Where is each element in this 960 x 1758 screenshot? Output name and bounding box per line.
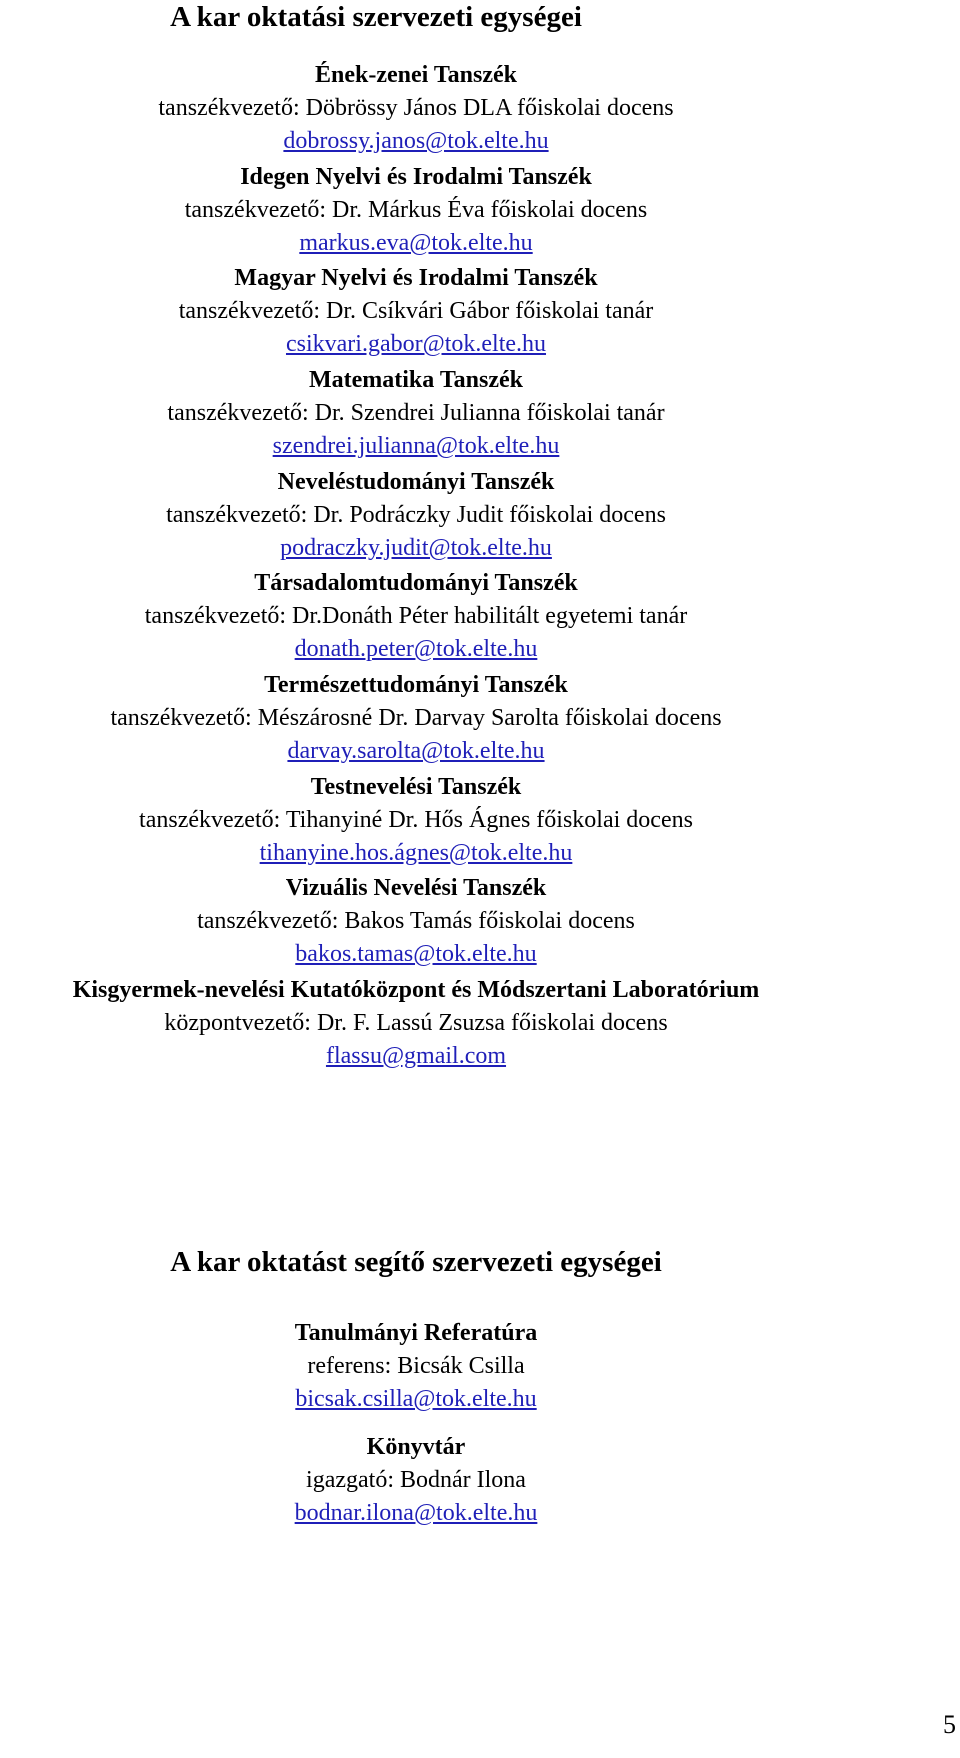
unit-head: tanszékvezető: Mészárosné Dr. Darvay Sarolta főiskolai docens bbox=[110, 705, 722, 731]
unit-head: igazgató: Bodnár Ilona bbox=[306, 1467, 526, 1493]
unit-head: tanszékvezető: Tihanyiné Dr. Hős Ágnes főiskolai docens bbox=[139, 807, 693, 833]
unit-block bbox=[0, 669, 832, 768]
unit-head: tanszékvezető: Dr. Csíkvári Gábor főiskolai tanár bbox=[178, 298, 654, 324]
unit-head: tanszékvezető: Döbrössy János DLA főiskolai docens bbox=[158, 95, 674, 121]
unit-block bbox=[0, 59, 832, 158]
unit-block bbox=[0, 161, 832, 260]
unit-block bbox=[0, 1317, 832, 1416]
unit-name: Testnevelési Tanszék bbox=[310, 774, 522, 800]
unit-head: tanszékvezető: Dr. Szendrei Julianna főiskolai tanár bbox=[167, 400, 665, 426]
unit-block bbox=[0, 466, 832, 565]
unit-name: Könyvtár bbox=[366, 1434, 466, 1460]
unit-name: Társadalomtudományi Tanszék bbox=[254, 570, 578, 596]
section-heading: A kar oktatási szervezeti egységei bbox=[170, 1, 582, 33]
unit-name: Kisgyermek-nevelési Kutatóközpont és Módszertani Laboratórium bbox=[72, 977, 760, 1003]
unit-block bbox=[0, 567, 832, 666]
email-link[interactable]: tihanyine.hos.ágnes@tok.elte.hu bbox=[259, 840, 573, 866]
unit-head: tanszékvezető: Bakos Tamás főiskolai docens bbox=[197, 908, 635, 934]
unit-head: tanszékvezető: Dr. Podráczky Judit főiskolai docens bbox=[166, 502, 666, 528]
unit-name: Magyar Nyelvi és Irodalmi Tanszék bbox=[234, 265, 598, 291]
unit-name: Tanulmányi Referatúra bbox=[294, 1320, 538, 1346]
email-link[interactable]: bicsak.csilla@tok.elte.hu bbox=[295, 1386, 537, 1412]
unit-head: tanszékvezető: Dr.Donáth Péter habilitált egyetemi tanár bbox=[144, 603, 688, 629]
unit-name: Ének-zenei Tanszék bbox=[314, 62, 518, 88]
email-link[interactable]: dobrossy.janos@tok.elte.hu bbox=[283, 128, 549, 154]
unit-name: Neveléstudományi Tanszék bbox=[277, 469, 555, 495]
email-link[interactable]: flassu@gmail.com bbox=[325, 1043, 507, 1069]
email-link[interactable]: bakos.tamas@tok.elte.hu bbox=[295, 941, 537, 967]
email-link[interactable]: donath.peter@tok.elte.hu bbox=[294, 636, 538, 662]
unit-name: Természettudományi Tanszék bbox=[264, 672, 568, 698]
unit-name: Idegen Nyelvi és Irodalmi Tanszék bbox=[240, 164, 592, 190]
page-number: 5 bbox=[943, 1710, 956, 1739]
unit-block bbox=[0, 771, 832, 870]
section-teaching-units bbox=[0, 0, 832, 34]
unit-block bbox=[0, 872, 832, 971]
email-link[interactable]: szendrei.julianna@tok.elte.hu bbox=[272, 433, 560, 459]
unit-head: referens: Bicsák Csilla bbox=[307, 1353, 525, 1379]
section-heading: A kar oktatást segítő szervezeti egységei bbox=[170, 1246, 662, 1278]
unit-block bbox=[0, 364, 832, 463]
email-link[interactable]: markus.eva@tok.elte.hu bbox=[299, 230, 533, 256]
email-link[interactable]: darvay.sarolta@tok.elte.hu bbox=[287, 738, 545, 764]
unit-head: tanszékvezető: Dr. Márkus Éva főiskolai docens bbox=[184, 197, 648, 223]
unit-name: Vizuális Nevelési Tanszék bbox=[285, 875, 547, 901]
unit-block bbox=[0, 1431, 832, 1530]
unit-name: Matematika Tanszék bbox=[308, 367, 523, 393]
email-link[interactable]: csikvari.gabor@tok.elte.hu bbox=[285, 331, 547, 357]
unit-block bbox=[0, 974, 832, 1073]
unit-block bbox=[0, 262, 832, 361]
unit-head: központvezető: Dr. F. Lassú Zsuzsa főiskolai docens bbox=[164, 1010, 668, 1036]
section-support-units bbox=[0, 1245, 832, 1279]
email-link[interactable]: bodnar.ilona@tok.elte.hu bbox=[294, 1500, 538, 1526]
email-link[interactable]: podraczky.judit@tok.elte.hu bbox=[280, 535, 552, 561]
